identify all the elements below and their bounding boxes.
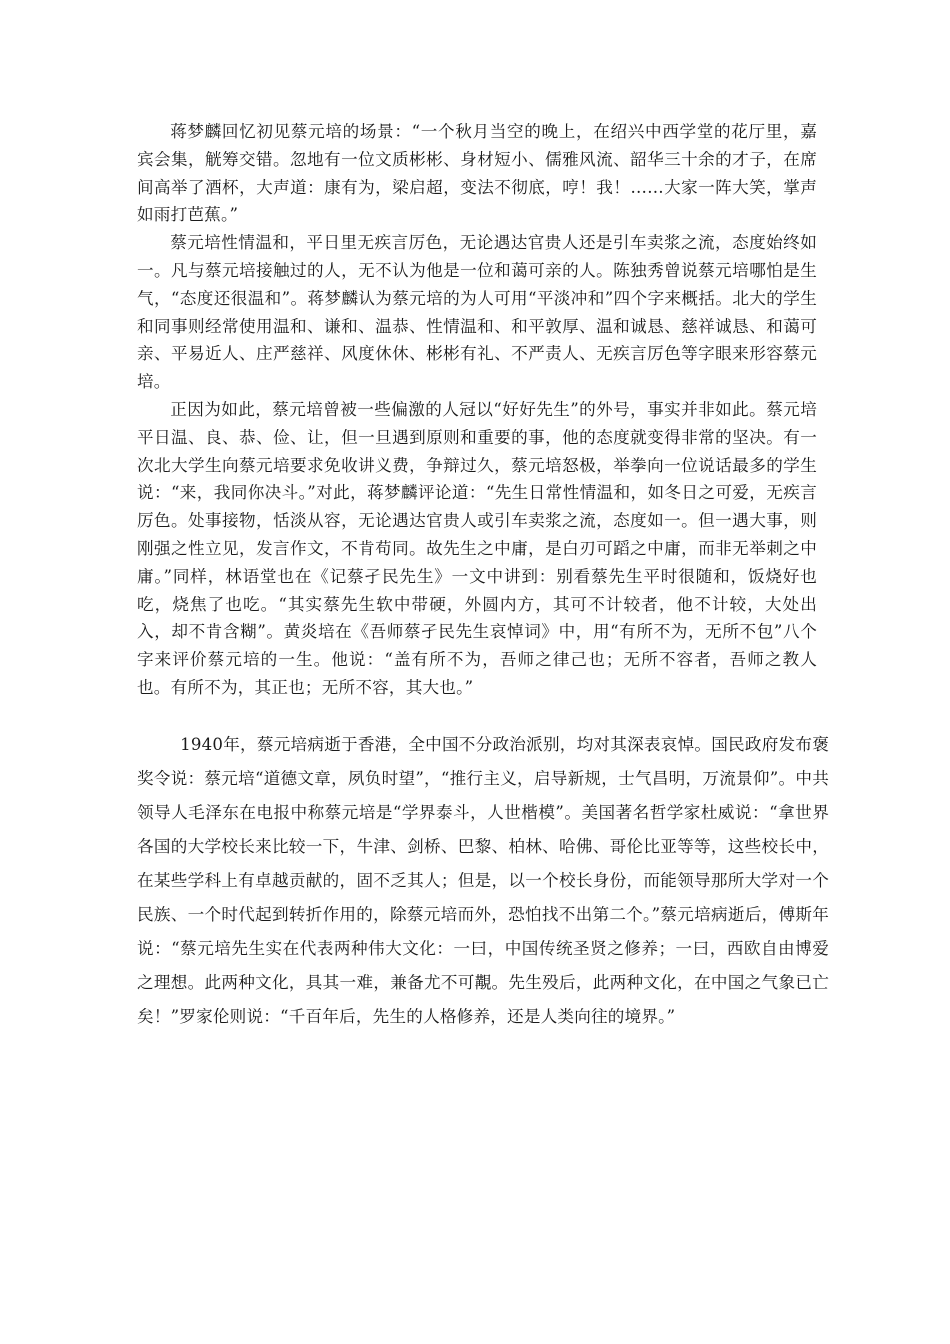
paragraph-principles: 正因为如此，蔡元培曾被一些偏激的人冠以“好好先生”的外号，事实并非如此。蔡元培平日温、良、恭、俭、让，但一旦遇到原则和重要的事，他的态度就变得非常的坚决。有一次北大学生向蔡元培要求免收讲义费，争辩过久，蔡元培怒极，举拳向一位说话最多的学生说：“来，我同你决斗。”对此，蒋梦麟评论道：“先生日常性情温和，如冬日之可爱，无疾言厉色。处事接物，恬淡从容，无论遇达官贵人或引车卖浆之流，态度如一。但一遇大事，则刚强之性立见，发言作文，不肯苟同。故先生之中庸，是白刃可蹈之中庸，而非无举刺之中庸。”同样，林语堂也在《记蔡孑民先生》一文中讲到：别看蔡先生平时很随和，饭烧好也吃，烧焦了也吃。“其实蔡先生软中带硬，外圆内方，其可不计较者，他不计较，大处出入，却不肯含糊”。黄炎培在《吾师蔡孑民先生哀悼词》中，用“有所不为，无所不包”八个字来评价蔡元培的一生。他说：“盖有所不为，吾师之律己也；无所不容者，吾师之教人也。有所不为，其正也；无所不容，其大也。” xyxy=(137,399,817,697)
paragraph-legacy: 1940年，蔡元培病逝于香港，全中国不分政治派别，均对其深表哀悼。国民政府发布褒奖令说：蔡元培“道德文章，夙负时望”，“推行主义，启导新规，士气昌明，万流景仰”。中共领导人毛泽东在电报中称蔡元培是“学界泰斗，人世楷模”。美国著名哲学家杜威说：“拿世界各国的大学校长来比较一下，牛津、剑桥、巴黎、柏林、哈佛、哥伦比亚等等，这些校长中，在某些学科上有卓越贡献的，固不乏其人；但是，以一个校长身份，而能领导那所大学对一个民族、一个时代起到转折作用的，除蔡元培而外，恐怕找不出第二个。”蔡元培病逝后，傅斯年说：“蔡元培先生实在代表两种伟大文化：一曰，中国传统圣贤之修养；一曰，西欧自由博爱之理想。此两种文化，具其一难，兼备尤不可覯。先生殁后，此两种文化，在中国之气象已亡矣！”罗家伦则说：“千百年后，先生的人格修养，还是人类向往的境界。” xyxy=(137,735,829,1026)
paragraph-first-meeting: 蒋梦麟回忆初见蔡元培的场景：“一个秋月当空的晚上，在绍兴中西学堂的花厅里，嘉宾会集，觥筹交错。忽地有一位文质彬彬、身材短小、儒雅风流、韶华三十余的才子，在席间高举了酒杯，大声道：康有为，梁启超，变法不彻底，哼！我！……大家一阵大笑，掌声如雨打芭蕉。” xyxy=(137,122,817,225)
text-section-2 xyxy=(137,728,829,1034)
paragraph-temperament: 蔡元培性情温和，平日里无疾言厉色，无论遇达官贵人还是引车卖浆之流，态度始终如一。凡与蔡元培接触过的人，无不认为他是一位和蔼可亲的人。陈独秀曾说蔡元培哪怕是生气，“态度还很温和”。蒋梦麟认为蔡元培的为人可用“平淡冲和”四个字来概括。北大的学生和同事则经常使用温和、谦和、温恭、性情温和、和平敦厚、温和诚恳、慈祥诚恳、和蔼可亲、平易近人、庄严慈祥、风度休休、彬彬有礼、不严责人、无疾言厉色等字眼来形容蔡元培。 xyxy=(137,233,817,392)
text-section-1 xyxy=(137,118,817,702)
